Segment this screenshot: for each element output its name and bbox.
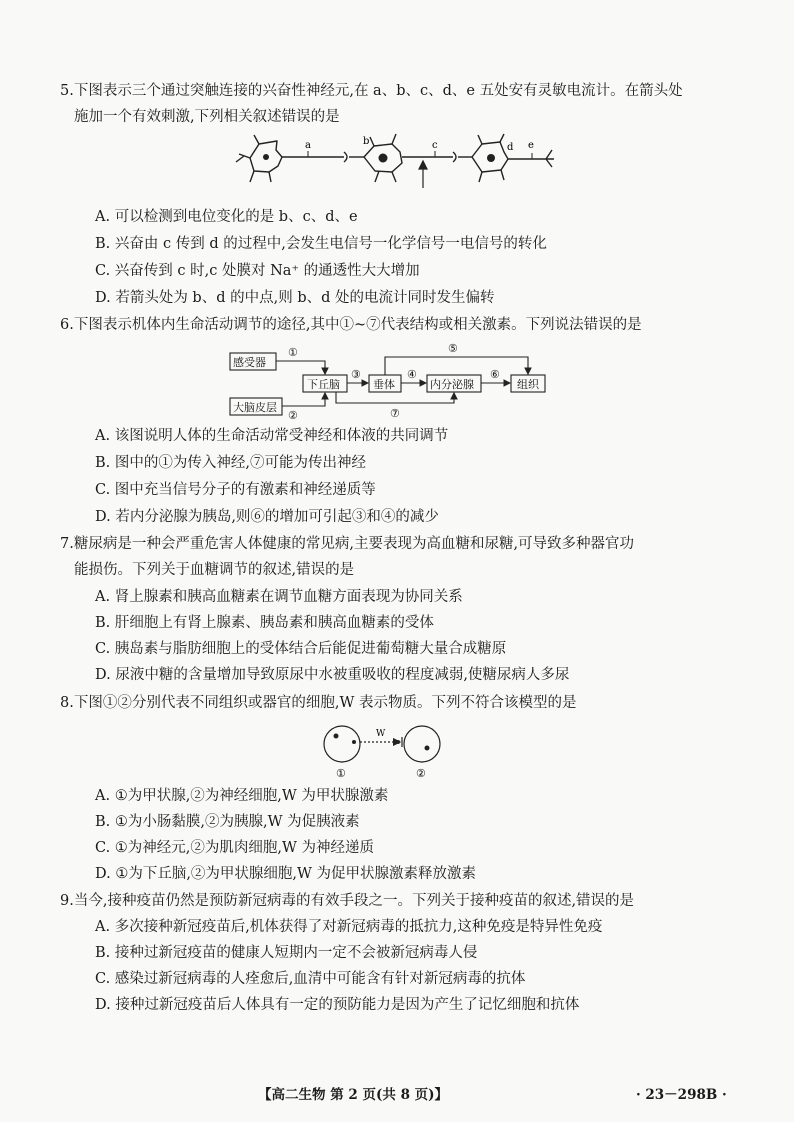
neuron-3-nucleus (487, 154, 495, 162)
question-6 (60, 312, 730, 338)
question-5 (60, 78, 730, 130)
cell-2-outline (404, 726, 440, 762)
question-7 (60, 531, 730, 583)
box-hypothalamus-label: 下丘脑 (307, 378, 340, 391)
q6-stem: 6.下图表示机体内生命活动调节的途径,其中①~⑦代表结构或相关激素。下列说法错误的是 (60, 317, 642, 333)
q5-option-a[interactable]: A. 可以检测到电位变化的是 b、c、d、e (95, 209, 358, 225)
question-8 (60, 690, 730, 716)
label-d: d (507, 142, 514, 153)
q7-option-d[interactable]: D. 尿液中糖的含量增加导致原尿中水被重吸收的程度减弱,使糖尿病人多尿 (95, 667, 570, 683)
synapse-1-knob (344, 152, 347, 162)
cell-1-label: ① (336, 767, 346, 780)
box-pituitary-label: 垂体 (373, 378, 395, 391)
q9-option-c[interactable]: C. 感染过新冠病毒的人痊愈后,血清中可能含有针对新冠病毒的抗体 (95, 971, 526, 987)
label-a: a (305, 140, 311, 151)
neuron-2-nucleus (379, 154, 388, 163)
q7-option-a[interactable]: A. 肾上腺素和胰高血糖素在调节血糖方面表现为协同关系 (95, 589, 463, 605)
box-endocrine-label: 内分泌腺 (430, 378, 474, 391)
box-cortex-label: 大脑皮层 (233, 401, 277, 414)
w-label: W (376, 729, 386, 739)
label-b: b (363, 136, 370, 147)
footer-title: 【高二生物 第 2 页(共 8 页)】 (258, 1087, 449, 1103)
regulation-pathway-diagram (226, 340, 556, 422)
neuron-chain-figure (232, 130, 572, 192)
arrow-2-label: ② (288, 409, 298, 422)
question-9 (60, 888, 730, 914)
synapse-2-knob (453, 152, 456, 162)
q8-option-c[interactable]: C. ①为神经元,②为肌肉细胞,W 为神经递质 (95, 840, 375, 856)
q5-option-c[interactable]: C. 兴奋传到 c 时,c 处膜对 Na⁺ 的通透性大大增加 (95, 263, 420, 279)
box-receptor-label: 感受器 (233, 356, 266, 369)
arrow-1 (276, 361, 325, 374)
arrow-2 (282, 393, 325, 406)
q7-option-c[interactable]: C. 胰岛素与脂肪细胞上的受体结合后能促进葡萄糖大量合成糖原 (95, 641, 507, 657)
q5-stem-line-2: 施加一个有效刺激,下列相关叙述错误的是 (74, 109, 340, 125)
cell-2-label: ② (416, 767, 426, 780)
q8-option-b[interactable]: B. ①为小肠黏膜,②为胰腺,W 为促胰液素 (95, 814, 360, 830)
q6-option-a[interactable]: A. 该图说明人体的生命活动常受神经和体液的共同调节 (95, 428, 449, 444)
arrow-7-label: ⑦ (390, 407, 400, 420)
stimulus-arrow (419, 161, 427, 188)
q5-option-d[interactable]: D. 若箭头处为 b、d 的中点,则 b、d 处的电流计同时发生偏转 (95, 290, 495, 306)
q7-stem-line-2: 能损伤。下列关于血糖调节的叙述,错误的是 (74, 562, 355, 578)
arrow-5-label: ⑤ (448, 342, 458, 355)
arrow-7 (336, 392, 454, 403)
cell-1-nucleus (334, 734, 339, 739)
footer-code: · 23－298B · (636, 1087, 727, 1103)
q9-stem: 9.当今,接种疫苗仍然是预防新冠病毒的有效手段之一。下列关于接种疫苗的叙述,错误的是 (60, 893, 635, 909)
q9-option-d[interactable]: D. 接种过新冠疫苗后人体具有一定的预防能力是因为产生了记忆细胞和抗体 (95, 997, 580, 1013)
q8-option-a[interactable]: A. ①为甲状腺,②为神经细胞,W 为甲状腺激素 (95, 788, 389, 804)
arrow-4-label: ④ (407, 368, 417, 381)
cell-signaling-figure (318, 718, 452, 780)
q6-option-d[interactable]: D. 若内分泌腺为胰岛,则⑥的增加可引起③和④的减少 (95, 509, 439, 525)
q8-stem: 8.下图①②分别代表不同组织或器官的细胞,W 表示物质。下列不符合该模型的是 (60, 695, 577, 711)
q5-option-b[interactable]: B. 兴奋由 c 传到 d 的过程中,会发生电信号一化学信号一电信号的转化 (95, 236, 547, 252)
q9-option-a[interactable]: A. 多次接种新冠疫苗后,机体获得了对新冠病毒的抵抗力,这种免疫是特异性免疫 (95, 919, 603, 935)
q7-option-b[interactable]: B. 肝细胞上有肾上腺素、胰岛素和胰高血糖素的受体 (95, 615, 434, 631)
label-e: e (528, 140, 534, 151)
arrow-6-label: ⑥ (490, 368, 500, 381)
q5-stem-line-1: 5.下图表示三个通过突触连接的兴奋性神经元,在 a、b、c、d、e 五处安有灵敏电流计。在箭头处 (60, 83, 683, 99)
cell-1-outline (324, 726, 360, 762)
q8-option-d[interactable]: D. ①为下丘脑,②为甲状腺细胞,W 为促甲状腺激素释放激素 (95, 866, 477, 882)
arrow-1-label: ① (288, 346, 298, 359)
box-tissue-label: 组织 (517, 378, 539, 391)
q6-option-c[interactable]: C. 图中充当信号分子的有激素和神经递质等 (95, 482, 376, 498)
q9-option-b[interactable]: B. 接种过新冠疫苗的健康人短期内一定不会被新冠病毒人侵 (95, 945, 478, 961)
q7-stem-line-1: 7.糖尿病是一种会严重危害人体健康的常见病,主要表现为高血糖和尿糖,可导致多种器官功 (60, 536, 635, 552)
neuron-1-nucleus (263, 154, 269, 160)
label-c: c (432, 140, 438, 151)
neuron-3-axon (508, 150, 554, 167)
w-molecule (396, 740, 400, 744)
cell-1-secretion (352, 740, 356, 744)
cell-2-nucleus (425, 746, 430, 751)
arrow-3-label: ③ (351, 368, 361, 381)
q6-option-b[interactable]: B. 图中的①为传入神经,⑦可能为传出神经 (95, 455, 366, 471)
